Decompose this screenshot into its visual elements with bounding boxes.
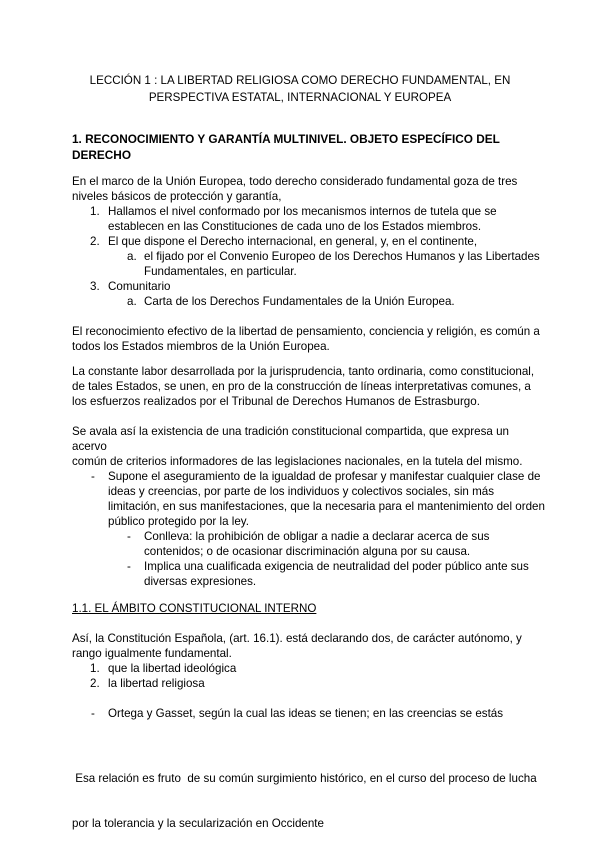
paragraph-line: los esfuerzos realizados por el Tribunal de Derechos Humanos de Estrasburgo. xyxy=(72,395,480,408)
intro-paragraph xyxy=(72,174,542,204)
sub-bullet-line: contenidos; o de ocasionar discriminación alguna por su causa. xyxy=(144,545,471,558)
list-item-number: 2. xyxy=(90,235,100,248)
sublist-item-line: Carta de los Derechos Fundamentales de la Unión Europea. xyxy=(144,295,455,308)
list-item-line: Comunitario xyxy=(108,280,171,293)
section-1-heading xyxy=(72,131,542,163)
paragraph-line: de tales Estados, se unen, en pro de la construcción de líneas interpretativas comunes, a xyxy=(72,380,531,393)
sub-bullet-line: Conlleva: la prohibición de obligar a nadie a declarar acerca de sus xyxy=(144,530,490,543)
bullet-line: limitación, en sus manifestaciones, que la necesaria para el mantenimiento del orden xyxy=(108,500,545,513)
list-item-line: la libertad religiosa xyxy=(108,677,205,690)
paragraph-line: El reconocimiento efectivo de la libertad de pensamiento, conciencia y religión, es común a xyxy=(72,325,540,338)
bullet-line: público protegido por la ley. xyxy=(108,515,249,528)
bullet-line: Ortega y Gasset, según la cual las ideas se tienen; en las creencias se estás xyxy=(108,707,504,720)
intro-line-2: niveles básicos de protección y garantía, xyxy=(72,190,282,203)
title-line-1: LECCIÓN 1 : LA LIBERTAD RELIGIOSA COMO DERECHO FUNDAMENTAL, EN xyxy=(89,74,511,87)
paragraph-line: por la tolerancia y la secularización en Occidente xyxy=(72,817,324,830)
paragraph-line: Esa relación es fruto de su común surgimiento histórico, en el curso del proceso de lucha xyxy=(72,772,537,785)
sub-bullet-line: diversas expresiones. xyxy=(144,575,257,588)
list-item-number: 1. xyxy=(90,205,100,218)
paragraph-line: Así, la Constitución Española, (art. 16.1). está declarando dos, de carácter autónomo, y xyxy=(72,632,522,645)
paragraph-line: común de criterios informadores de las legislaciones nacionales, en la tutela del mismo. xyxy=(72,455,523,468)
list-item-line: El que dispone el Derecho internacional, en general, y, en el continente, xyxy=(108,235,478,248)
list-item-line: Hallamos el nivel conformado por los mecanismos internos de tutela que se xyxy=(108,205,497,218)
sub-bullet-marker: - xyxy=(127,560,131,573)
paragraph-line: rango igualmente fundamental. xyxy=(72,647,232,660)
paragraph-line: La constante labor desarrollada por la jurisprudencia, tanto ordinaria, como constitucional, xyxy=(72,365,535,378)
list-item-number: 3. xyxy=(90,280,100,293)
section-1-heading-line-2: DERECHO xyxy=(72,148,131,162)
paragraph-line: Se avala así la existencia de una tradición constitucional compartida, que expresa un acervo xyxy=(72,425,509,453)
sublist-item-marker: a. xyxy=(127,295,137,308)
paragraph-jurisprudence xyxy=(72,364,542,409)
paragraph-historical xyxy=(72,741,542,861)
lesson-title xyxy=(60,72,540,106)
list-item-line: que la libertad ideológica xyxy=(108,662,237,675)
intro-line-1: En el marco de la Unión Europea, todo derecho considerado fundamental goza de tres xyxy=(72,175,518,188)
paragraph-line: todos los Estados miembros de la Unión Europea. xyxy=(72,340,330,353)
paragraph-recognition xyxy=(72,324,542,354)
sub-bullet-marker: - xyxy=(127,530,131,543)
paragraph-tradition xyxy=(72,424,542,469)
bullet-line: Supone el aseguramiento de la igualdad de profesar y manifestar cualquier clase de xyxy=(108,470,541,483)
bullet-marker: - xyxy=(91,470,95,483)
section-1-heading-line-1: 1. RECONOCIMIENTO Y GARANTÍA MULTINIVEL. OBJETO ESPECÍFICO DEL xyxy=(72,132,500,146)
bullet-line: ideas y creencias, por parte de los individuos y colectivos sociales, sin más xyxy=(108,485,494,498)
list-item-number: 1. xyxy=(90,662,100,675)
paragraph-constitution xyxy=(72,631,542,661)
section-1-1-heading: 1.1. EL ÁMBITO CONSTITUCIONAL INTERNO xyxy=(72,602,317,615)
sublist-item-line: Fundamentales, en particular. xyxy=(144,265,297,278)
bullet-marker: - xyxy=(91,707,95,720)
list-item-number: 2. xyxy=(90,677,100,690)
sub-bullet-line: Implica una cualificada exigencia de neutralidad del poder público ante sus xyxy=(144,560,529,573)
sublist-item-marker: a. xyxy=(127,250,137,263)
list-item-line: establecen en las Constituciones de cada uno de los Estados miembros. xyxy=(108,220,482,233)
sublist-item-line: el fijado por el Convenio Europeo de los Derechos Humanos y las Libertades xyxy=(144,250,540,263)
title-line-2: PERSPECTIVA ESTATAL, INTERNACIONAL Y EUROPEA xyxy=(148,91,452,104)
